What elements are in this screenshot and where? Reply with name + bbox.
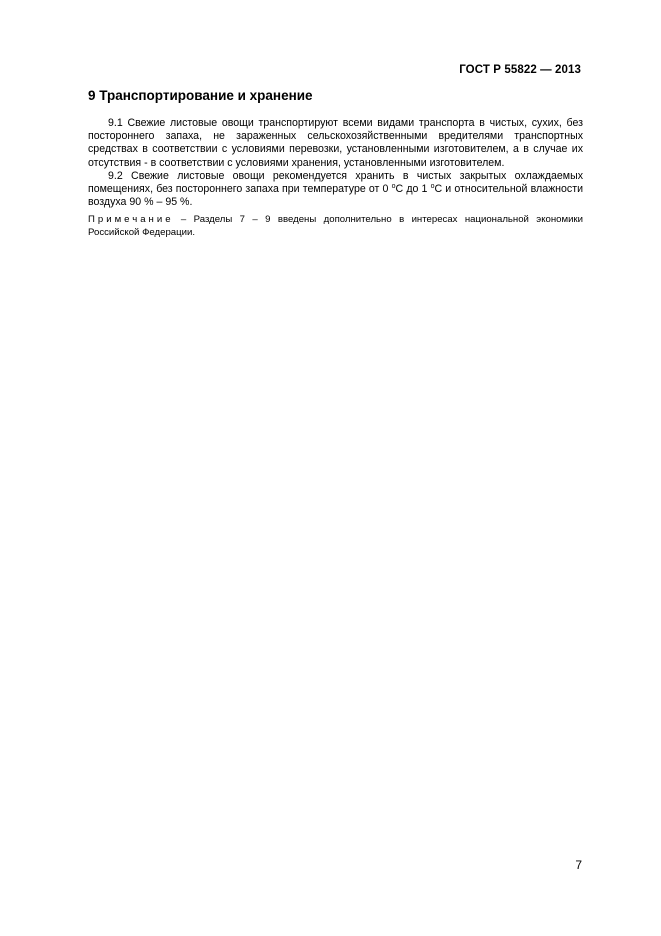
note-label: Примечание — [88, 214, 174, 226]
note-text: – Разделы 7 – 9 введены дополнительно в интересах национальной экономики Российской Федерации. — [88, 214, 583, 238]
section-body — [88, 117, 583, 239]
degree-sign: о — [430, 183, 435, 191]
paragraph-9-2-text-b: С до 1 — [395, 183, 431, 196]
paragraph-9-1: 9.1 Свежие листовые овощи транспортируют всеми видами транспорта в чистых, сухих, без постороннего запаха, не зараженных сельскохозяйственными вредителями транспортных средствах в соответствии с условиями перевозки, установленными изготовителем, а в случае их отсутствия - в соответствии с условиями хранения, установленными изготовителем. — [88, 117, 583, 169]
page-number: 7 — [575, 858, 582, 872]
section-title: 9 Транспортирование и хранение — [88, 88, 313, 103]
paragraph-9-2-text-a: 9.2 Свежие листовые овощи рекомендуется хранить в чистых закрытых охлаждаемых помещениях, без постороннего запаха при температуре от 0 — [88, 169, 583, 196]
note — [88, 214, 583, 239]
document-code: ГОСТ Р 55822 — 2013 — [459, 64, 581, 76]
paragraph-9-2-text-c: С и относительной влажности воздуха 90 % – 95 %. — [88, 183, 583, 209]
paragraph-9-2 — [88, 170, 583, 210]
degree-sign: о — [391, 183, 396, 191]
